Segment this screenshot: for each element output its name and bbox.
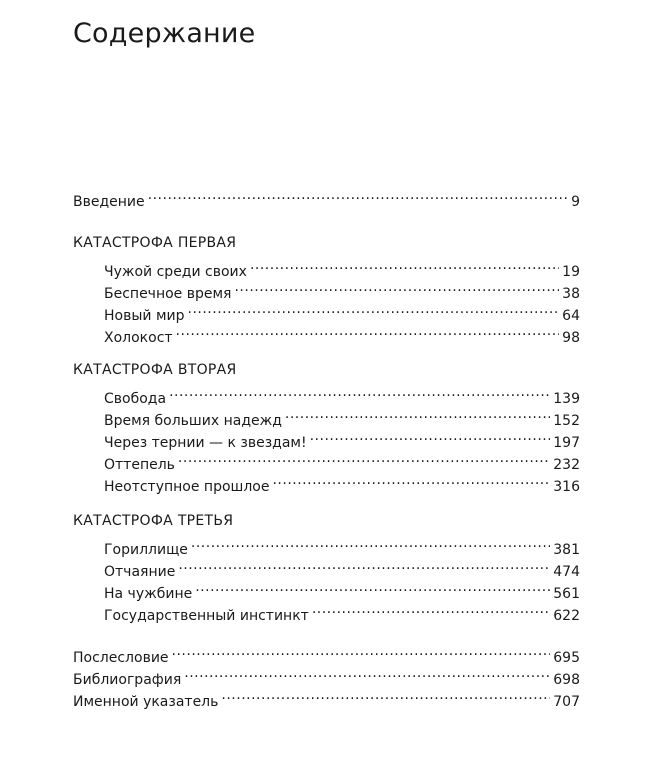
toc-entry-page-number: 98	[562, 330, 580, 346]
dot-leader	[310, 425, 551, 447]
dot-leader	[195, 576, 550, 598]
dot-leader	[176, 320, 560, 342]
dot-leader	[184, 662, 550, 684]
table-of-contents	[73, 184, 580, 710]
dot-leader	[148, 184, 568, 206]
toc-entry-page-number: 707	[553, 694, 580, 710]
dot-leader	[178, 447, 550, 469]
toc-entry-afterword[interactable]	[73, 640, 580, 666]
toc-entry-page-number: 197	[553, 435, 580, 451]
toc-entry-label: Через тернии — к звездам!	[104, 435, 307, 451]
toc-entry-page-number: 19	[562, 264, 580, 280]
toc-entry-label: Неотступное прошлое	[104, 479, 270, 495]
dot-leader	[172, 640, 551, 662]
toc-entry-label: Государственный инстинкт	[104, 608, 309, 624]
toc-entry-label: Библиография	[73, 672, 182, 688]
toc-entry-page-number: 64	[562, 308, 580, 324]
dot-leader	[234, 276, 559, 298]
toc-entry-label: На чужбине	[104, 586, 193, 602]
toc-entry-label: Отчаяние	[104, 564, 176, 580]
part-heading: КАТАСТРОФА ТРЕТЬЯ	[73, 513, 234, 529]
dot-leader	[169, 381, 550, 403]
toc-entry[interactable]	[73, 381, 580, 407]
toc-entry-page-number: 232	[553, 457, 580, 473]
toc-entry-page-number: 139	[553, 391, 580, 407]
dot-leader	[178, 554, 550, 576]
toc-entry-page-number: 695	[553, 650, 580, 666]
toc-entry-label: Беспечное время	[104, 286, 232, 302]
toc-entry-page-number: 381	[553, 542, 580, 558]
dot-leader	[250, 254, 559, 276]
toc-entry[interactable]	[73, 532, 580, 558]
toc-entry-page-number: 561	[553, 586, 580, 602]
toc-entry-label: Именной указатель	[73, 694, 219, 710]
toc-entry-label: Время больших надежд	[104, 413, 282, 429]
toc-entry[interactable]	[73, 254, 580, 280]
toc-entry-label: Новый мир	[104, 308, 185, 324]
toc-entry-page-number: 316	[553, 479, 580, 495]
toc-entry-label: Послесловие	[73, 650, 169, 666]
dot-leader	[221, 684, 550, 706]
toc-entry-page-number: 622	[553, 608, 580, 624]
toc-entry-label: Чужой среди своих	[104, 264, 247, 280]
dot-leader	[312, 598, 550, 620]
toc-entry-page-number: 474	[553, 564, 580, 580]
part-heading: КАТАСТРОФА ВТОРАЯ	[73, 362, 237, 378]
toc-entry-page-number: 152	[553, 413, 580, 429]
dot-leader	[191, 532, 550, 554]
toc-entry-page-number: 38	[562, 286, 580, 302]
part-heading: КАТАСТРОФА ПЕРВАЯ	[73, 235, 237, 251]
toc-entry-label: Введение	[73, 194, 145, 210]
dot-leader	[188, 298, 560, 320]
dot-leader	[285, 403, 550, 425]
toc-entry-introduction[interactable]	[73, 184, 580, 210]
page-title: Содержание	[73, 18, 256, 49]
dot-leader	[272, 469, 550, 491]
toc-entry-page-number: 698	[553, 672, 580, 688]
toc-entry-label: Оттепель	[104, 457, 175, 473]
toc-entry-label: Холокост	[104, 330, 173, 346]
toc-entry-label: Свобода	[104, 391, 167, 407]
toc-entry-page-number: 9	[571, 194, 580, 210]
toc-entry-label: Гориллище	[104, 542, 188, 558]
